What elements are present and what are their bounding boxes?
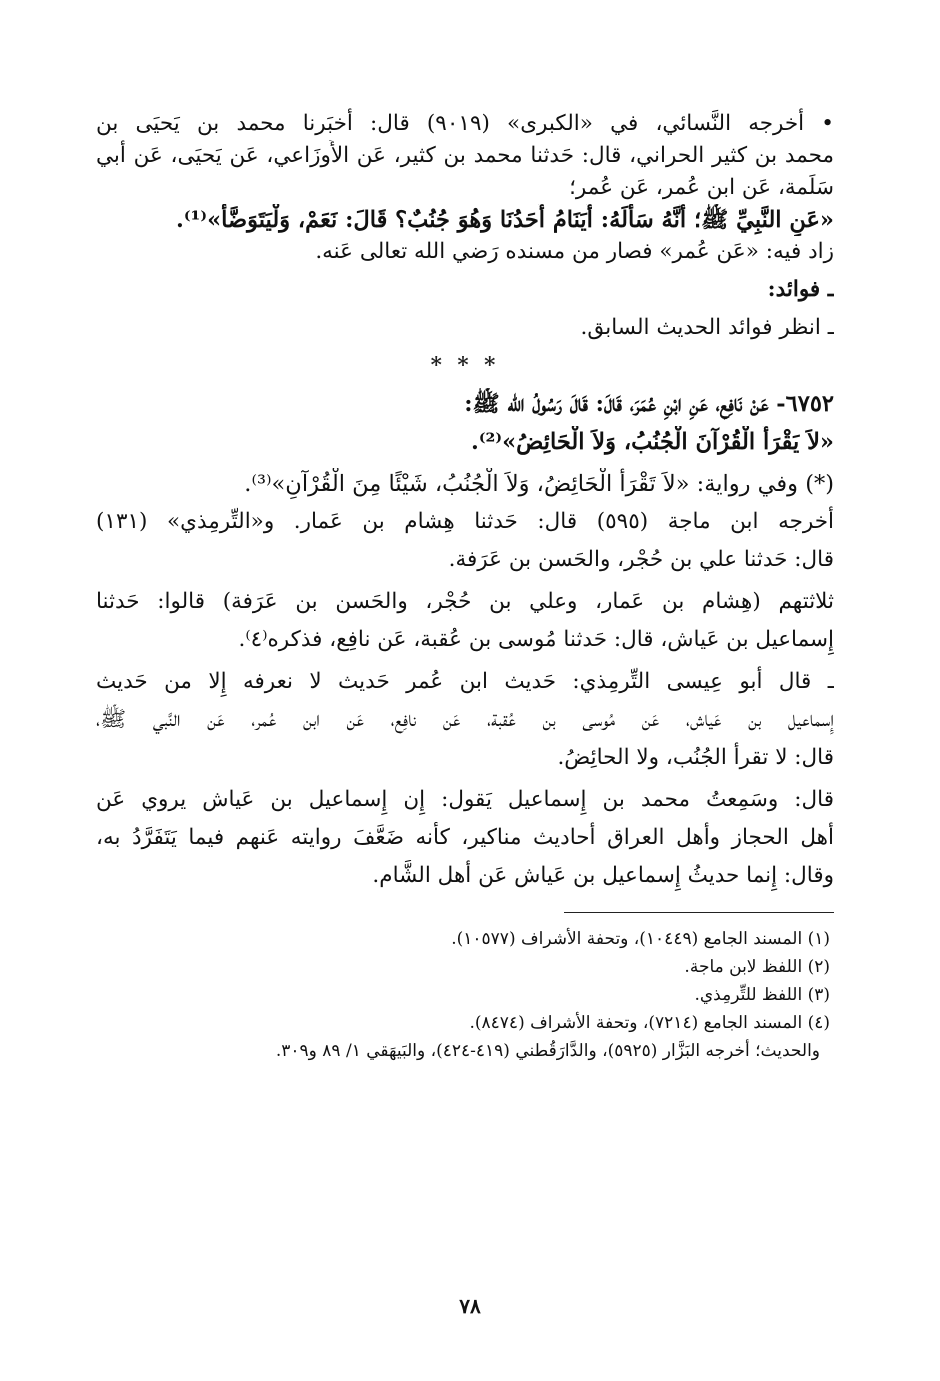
text-line: محمد بن كثير الحراني، قال: حَدثنا محمد بن كثير، عَن الأَوزَاعي، عَن يَحيَى، عَن أبي — [96, 143, 834, 168]
hadith-header: ٦٧٥٢- عَنْ نَافِعٍ، عَنِ ابْنِ عُمَرَ، قَالَ: قَالَ رَسُولُ الله ﷺ: — [464, 391, 834, 417]
footnote: والحديث؛ أخرجه البَزَّار (٥٩٢٥)، والدَّارَقُطني (٤١٩-٤٢٤)، والبَيهَقي ١/ ٨٩ و٣٠٩. — [275, 1041, 820, 1061]
text-line: إِسماعيل بن عَياش، قال: حَدثنا مُوسى بن عُقبة، عَن نافِع، فذكره⁽٤⁾. — [238, 627, 834, 652]
page-number: ٧٨ — [459, 1294, 481, 1318]
text-line: أَهل الحجاز وأَهل العراق أَحاديث مناكير، كأَنه ضَعَّفَ روايته عَنهم فيما يَتَفَرَّدُ به، — [96, 825, 834, 850]
footnote: (٣) اللفظ للتِّرمِذي. — [694, 985, 830, 1005]
text-line: زاد فيه: «عَن عُمر» فصار من مسنده رَضي الله تعالى عَنه. — [315, 239, 834, 264]
text-line: سَلَمة، عَن ابن عُمر، عَن عُمر؛ — [569, 175, 834, 200]
hadith-text: «عَنِ النَّبِيِّ ﷺ؛ أَنَّهُ سَأَلَهُ: أَيَنَامُ أَحَدُنَا وَهُوَ جُنُبٌ؟ قَالَ: نَعَمْ، وَلْيَتَوَضَّأْ»⁽¹⁾. — [176, 207, 834, 233]
text-line: قال: وسَمِعتُ محمد بن إِسماعيل يَقول: إِن إِسماعيل بن عَياش يروي عَن — [96, 787, 834, 812]
text-line: قال: لا تقرأُ الجُنُب، ولا الحائِضُ. — [557, 745, 834, 770]
text-line: ثلاثتهم (هِشام بن عَمار، وعلي بن حُجْر، والحَسن بن عَرَفة) قالوا: حَدثنا — [96, 589, 834, 614]
text-line: وقال: إِنما حديثُ إِسماعيل بن عَياش عَن أَهل الشَّام. — [372, 863, 834, 888]
hadith-text: «لاَ يَقْرَأُ الْقُرْآنَ الْجُنُبُ، وَلاَ الْحَائِضُ»⁽²⁾. — [470, 429, 834, 455]
section-separator: * * * — [430, 353, 500, 378]
footnote: (٤) المسند الجامع (٧٢١٤)، وتحفة الأشراف (٨٤٧٤). — [469, 1013, 830, 1033]
text-line: • أخرجه النَّسائي، في «الكبرى» (٩٠١٩) قال: أخبَرنا محمد بن يَحيَى بن — [96, 111, 834, 136]
text-line: إِسماعيل بن عَياش، عَن مُوسى بن عُقبة، عَن نافِع، عَن ابن عُمر، عَن النَّبي ﷺ، — [96, 707, 834, 732]
text-line: ـ قال أَبو عِيسى التِّرمِذي: حَديث ابن عُمر حَديث لا نعرفه إِلا من حَديث — [96, 669, 834, 694]
section-heading: ـ فوائد: — [767, 277, 834, 302]
footnote-divider — [564, 912, 834, 913]
footnote: (٢) اللفظ لابن ماجة. — [684, 957, 830, 977]
text-line: قال: حَدثنا علي بن حُجْر، والحَسن بن عَرَفة. — [448, 547, 834, 572]
page-body — [96, 108, 834, 1065]
hadith-variant: (*) وفي رواية: «لاَ تَقْرَأُ الْحَائِضُ، وَلاَ الْجُنُبُ، شَيْئًا مِنَ الْقُرْآنِ»⁽³⁾. — [244, 471, 834, 497]
text-line: أخرجه ابن ماجة (٥٩٥) قال: حَدثنا هِشام بن عَمار. و«التِّرمِذي» (١٣١) — [96, 509, 834, 534]
footnote: (١) المسند الجامع (١٠٤٤٩)، وتحفة الأشراف (١٠٥٧٧). — [451, 929, 830, 949]
text-line: ـ انظر فوائد الحديث السابق. — [580, 315, 834, 340]
